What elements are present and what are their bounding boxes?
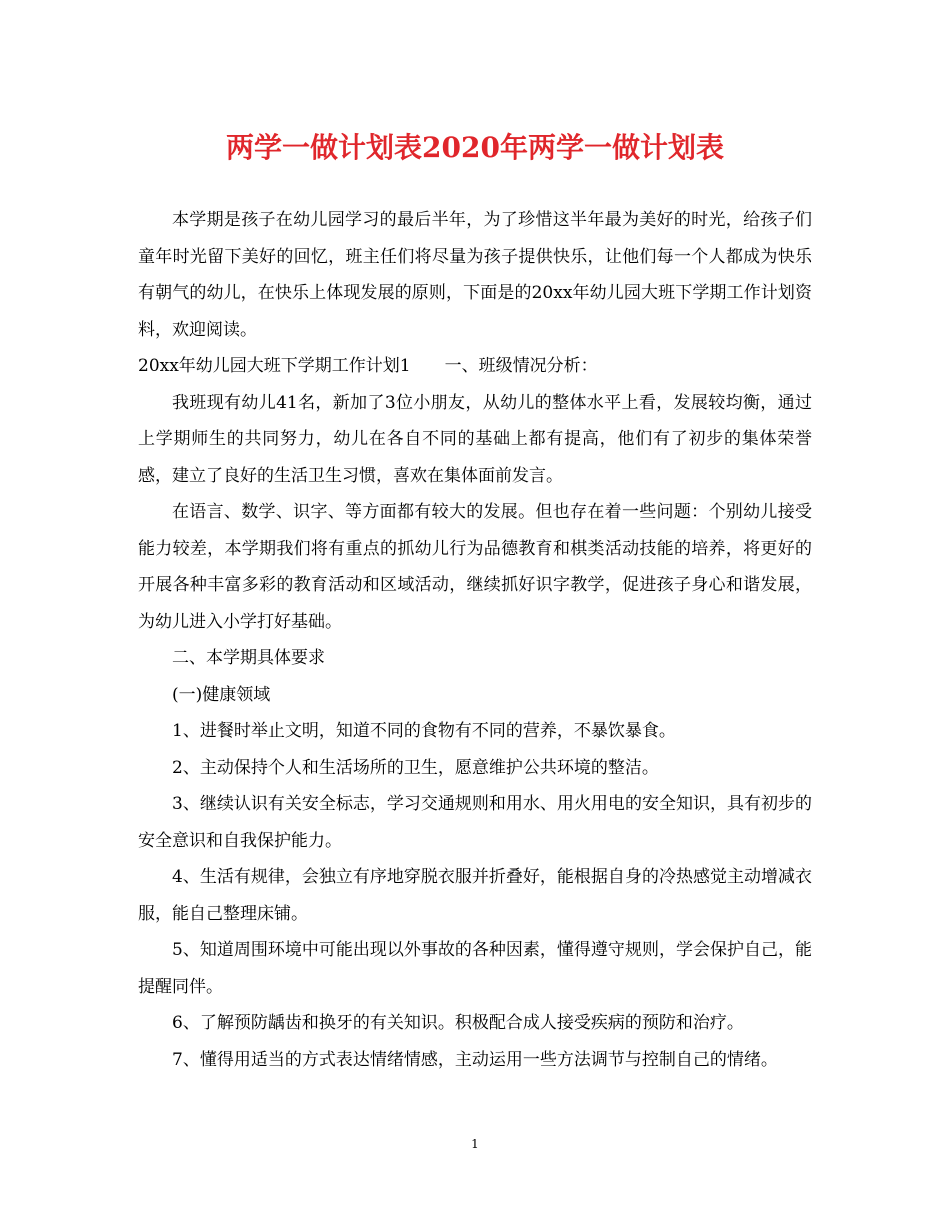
document-body (138, 202, 812, 1078)
intro-paragraph: 本学期是孩子在幼儿园学习的最后半年，为了珍惜这半年最为美好的时光，给孩子们童年时光留下美好的回忆，班主任们将尽量为孩子提供快乐，让他们每一个人都成为快乐有朝气的幼儿，在快乐上体现发展的原则，下面是的20xx年幼儿园大班下学期工作计划资料，欢迎阅读。 (138, 210, 812, 340)
list-item: 1、进餐时举止文明，知道不同的食物有不同的营养，不暴饮暴食。 (172, 721, 676, 741)
health-heading: (一)健康领域 (172, 684, 271, 705)
list-item: 4、生活有规律，会独立有序地穿脱衣服并折叠好，能根据自身的冷热感觉主动增减衣服，能自己整理床铺。 (138, 867, 812, 924)
section1-heading: 一、班级情况分析： (444, 356, 598, 376)
list-item: 5、知道周围环境中可能出现以外事故的各种因素，懂得遵守规则，学会保护自己，能提醒同伴。 (138, 940, 812, 997)
list-item: 3、继续认识有关安全标志，学习交通规则和用水、用火用电的安全知识，具有初步的安全意识和自我保护能力。 (138, 794, 812, 851)
list-item: 2、主动保持个人和生活场所的卫生，愿意维护公共环境的整洁。 (172, 757, 659, 778)
section2-heading: 二、本学期具体要求 (172, 648, 325, 668)
list-item: 7、懂得用适当的方式表达情绪情感，主动运用一些方法调节与控制自己的情绪。 (172, 1049, 778, 1070)
development-paragraph: 在语言、数学、识字、等方面都有较大的发展。但也存在着一些问题：个别幼儿接受能力较差，本学期我们将有重点的抓幼儿行为品德教育和棋类活动技能的培养，将更好的开展各种丰富多彩的教育活动和区域活动，继续抓好识字教学，促进孩子身心和谐发展，为幼儿进入小学打好基础。 (138, 502, 812, 632)
plan-heading-line (138, 348, 812, 385)
document-title: 两学一做计划表2020年两学一做计划表 (226, 131, 724, 164)
class-status-paragraph: 我班现有幼儿41名，新加了3位小朋友，从幼儿的整体水平上看，发展较均衡，通过上学期师生的共同努力，幼儿在各自不同的基础上都有提高，他们有了初步的集体荣誉感，建立了良好的生活卫生习惯，喜欢在集体面前发言。 (138, 392, 812, 486)
page-number: 1 (471, 1137, 479, 1151)
list-item: 6、了解预防龋齿和换牙的有关知识。积极配合成人接受疾病的预防和治疗。 (172, 1013, 744, 1033)
plan-heading: 20xx年幼儿园大班下学期工作计划1 (138, 356, 411, 376)
